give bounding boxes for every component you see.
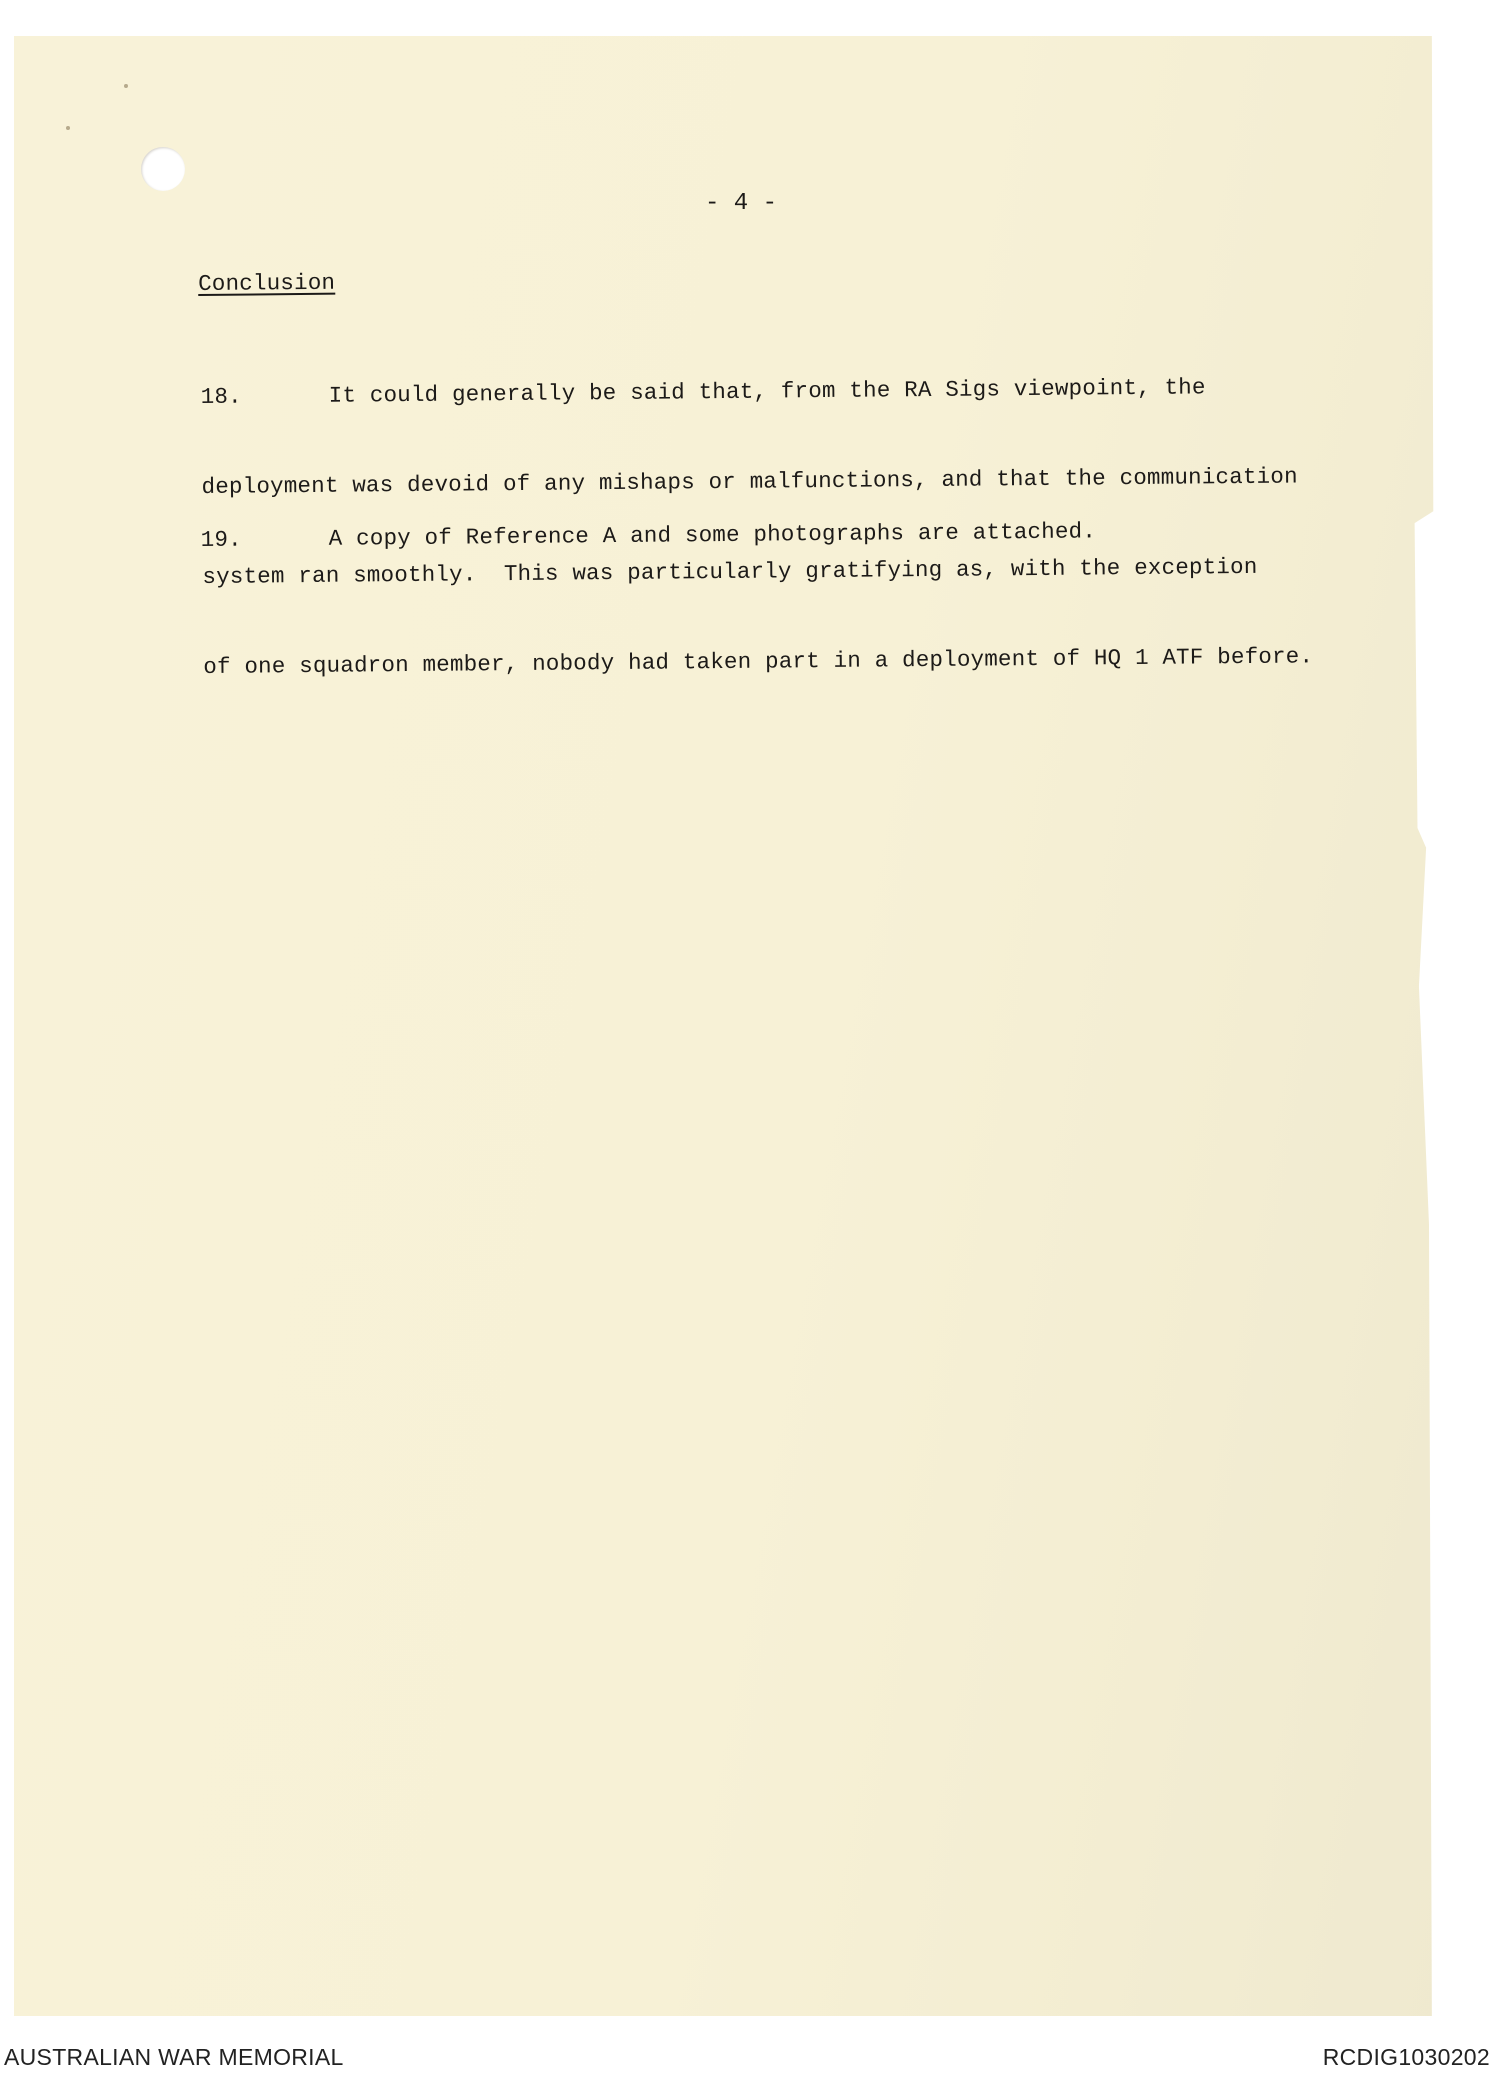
paragraph-text: It could generally be said that, from the RA Sigs viewpoint, the bbox=[328, 374, 1206, 409]
punch-hole bbox=[141, 147, 185, 191]
paragraph-line bbox=[201, 371, 1311, 412]
paragraph-number: 19. bbox=[200, 526, 242, 553]
paragraph-text: A copy of Reference A and some photographs are attached. bbox=[328, 518, 1097, 552]
paragraph-19 bbox=[200, 456, 1096, 585]
paragraph-line: system ran smoothly. This was particularly gratifying as, with the exception bbox=[202, 553, 1258, 590]
section-heading: Conclusion bbox=[198, 269, 336, 297]
archive-id: RCDIG1030202 bbox=[1322, 2044, 1490, 2070]
archive-credit: AUSTRALIAN WAR MEMORIAL bbox=[4, 2044, 344, 2070]
paragraph-line: of one squadron member, nobody had taken part in a deployment of HQ 1 ATF before. bbox=[203, 643, 1314, 680]
paragraph-number: 18. bbox=[200, 383, 242, 410]
paragraph-line bbox=[201, 516, 1097, 555]
page-number: - 4 - bbox=[705, 190, 778, 217]
paper-speck bbox=[124, 84, 128, 88]
paper-speck bbox=[66, 126, 70, 130]
paragraph-line: deployment was devoid of any mishaps or malfunctions, and that the communication bbox=[201, 463, 1298, 500]
